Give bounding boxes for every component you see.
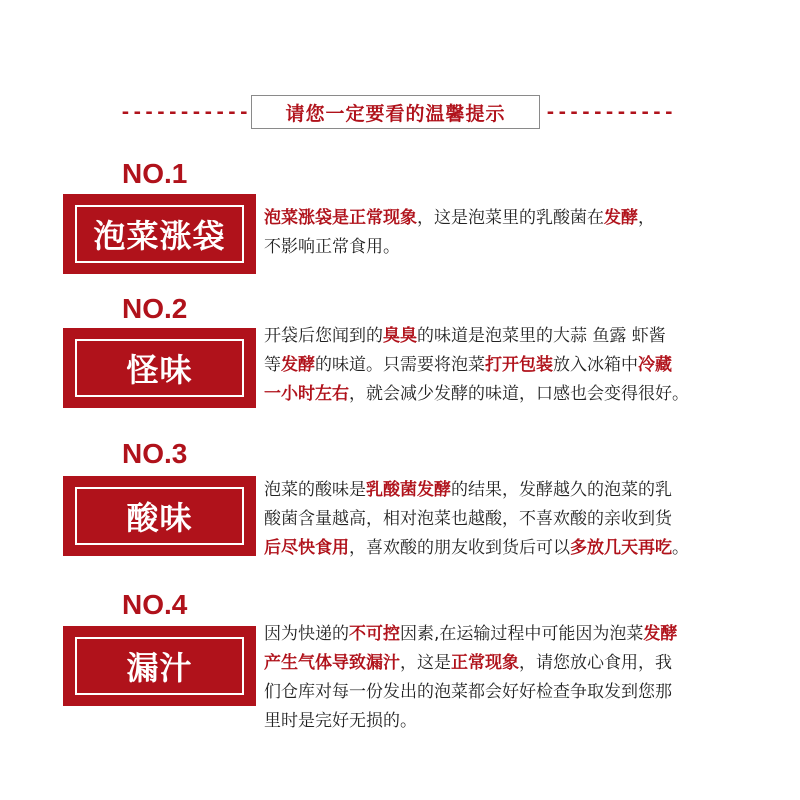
description-line xyxy=(264,233,784,262)
tip-3-label-box xyxy=(63,476,256,556)
body-text: 开袋后您闻到的 xyxy=(264,326,383,346)
tip-3-label: 酸味 xyxy=(75,487,244,545)
tip-3-number: NO.3 xyxy=(122,438,188,469)
description-line xyxy=(264,351,784,380)
body-text: 的味道。只需要将泡菜 xyxy=(315,355,485,375)
body-text: 等 xyxy=(264,355,281,375)
tip-3-description xyxy=(264,476,784,563)
tip-4-number: NO.4 xyxy=(122,589,188,620)
highlight-text: 发酵 xyxy=(643,624,678,644)
tip-4-label-box xyxy=(63,626,256,706)
highlight-text: 泡菜涨袋是正常现象 xyxy=(264,208,417,228)
tip-1-number: NO.1 xyxy=(122,158,188,189)
body-text: ，就会减少发酵的味道，口感也会变得很好。 xyxy=(349,384,689,404)
highlight-text: 乳酸菌发酵 xyxy=(366,480,451,500)
body-text: ， xyxy=(638,208,655,228)
body-text: ，这是 xyxy=(400,653,451,673)
body-text: 因为快递的 xyxy=(264,624,349,644)
description-line xyxy=(264,476,784,505)
body-text: 的结果，发酵越久的泡菜的乳 xyxy=(451,480,672,500)
tip-2-label-box xyxy=(63,328,256,408)
body-text: 的味道是泡菜里的大蒜 鱼露 虾酱 xyxy=(417,326,666,346)
body-text: 放入冰箱中 xyxy=(553,355,638,375)
highlight-text: 冷藏 xyxy=(638,355,672,375)
highlight-text: 不可控 xyxy=(349,624,400,644)
tip-4-label: 漏汁 xyxy=(75,637,244,695)
body-text: 泡菜的酸味是 xyxy=(264,480,366,500)
body-text: ，喜欢酸的朋友收到货后可以 xyxy=(349,538,570,558)
highlight-text: 一小时左右 xyxy=(264,384,349,404)
tip-4-description xyxy=(264,620,784,736)
body-text: ，请您放心食用，我 xyxy=(519,653,672,673)
tip-2-number: NO.2 xyxy=(122,293,188,324)
highlight-text: 多放几天再吃 xyxy=(570,538,672,558)
body-text: 酸菌含量越高，相对泡菜也越酸，不喜欢酸的亲收到货 xyxy=(264,509,672,529)
body-text: 不影响正常食用。 xyxy=(264,237,400,257)
description-line xyxy=(264,505,784,534)
highlight-text: 产生气体导致漏汁 xyxy=(264,653,400,673)
header xyxy=(0,92,800,132)
tip-1-description xyxy=(264,204,784,262)
tip-1-label: 泡菜涨袋 xyxy=(75,205,244,263)
highlight-text: 发酵 xyxy=(604,208,638,228)
description-line xyxy=(264,678,784,707)
body-text: 们仓库对每一份发出的泡菜都会好好检查争取发到您那 xyxy=(264,682,672,702)
description-line xyxy=(264,649,784,678)
description-line xyxy=(264,204,784,233)
highlight-text: 发酵 xyxy=(281,355,315,375)
tip-2-label: 怪味 xyxy=(75,339,244,397)
description-line xyxy=(264,322,784,351)
tip-1-label-box xyxy=(63,194,256,274)
tip-2-description xyxy=(264,322,784,409)
description-line xyxy=(264,380,784,409)
header-title-box xyxy=(251,95,540,129)
description-line xyxy=(264,534,784,563)
body-text: 因素,在运输过程中可能因为泡菜 xyxy=(400,624,644,644)
header-dashes-left: ----------- xyxy=(120,102,251,123)
highlight-text: 臭臭 xyxy=(383,326,417,346)
body-text: ，这是泡菜里的乳酸菌在 xyxy=(417,208,604,228)
highlight-text: 后尽快食用 xyxy=(264,538,349,558)
description-line xyxy=(264,707,784,736)
header-title: 请您一定要看的温馨提示 xyxy=(285,102,506,125)
description-line xyxy=(264,620,784,649)
highlight-text: 正常现象 xyxy=(451,653,519,673)
body-text: 。 xyxy=(672,538,689,558)
highlight-text: 打开包装 xyxy=(485,355,553,375)
header-dashes-right: ----------- xyxy=(545,102,676,123)
body-text: 里时是完好无损的。 xyxy=(264,711,417,731)
